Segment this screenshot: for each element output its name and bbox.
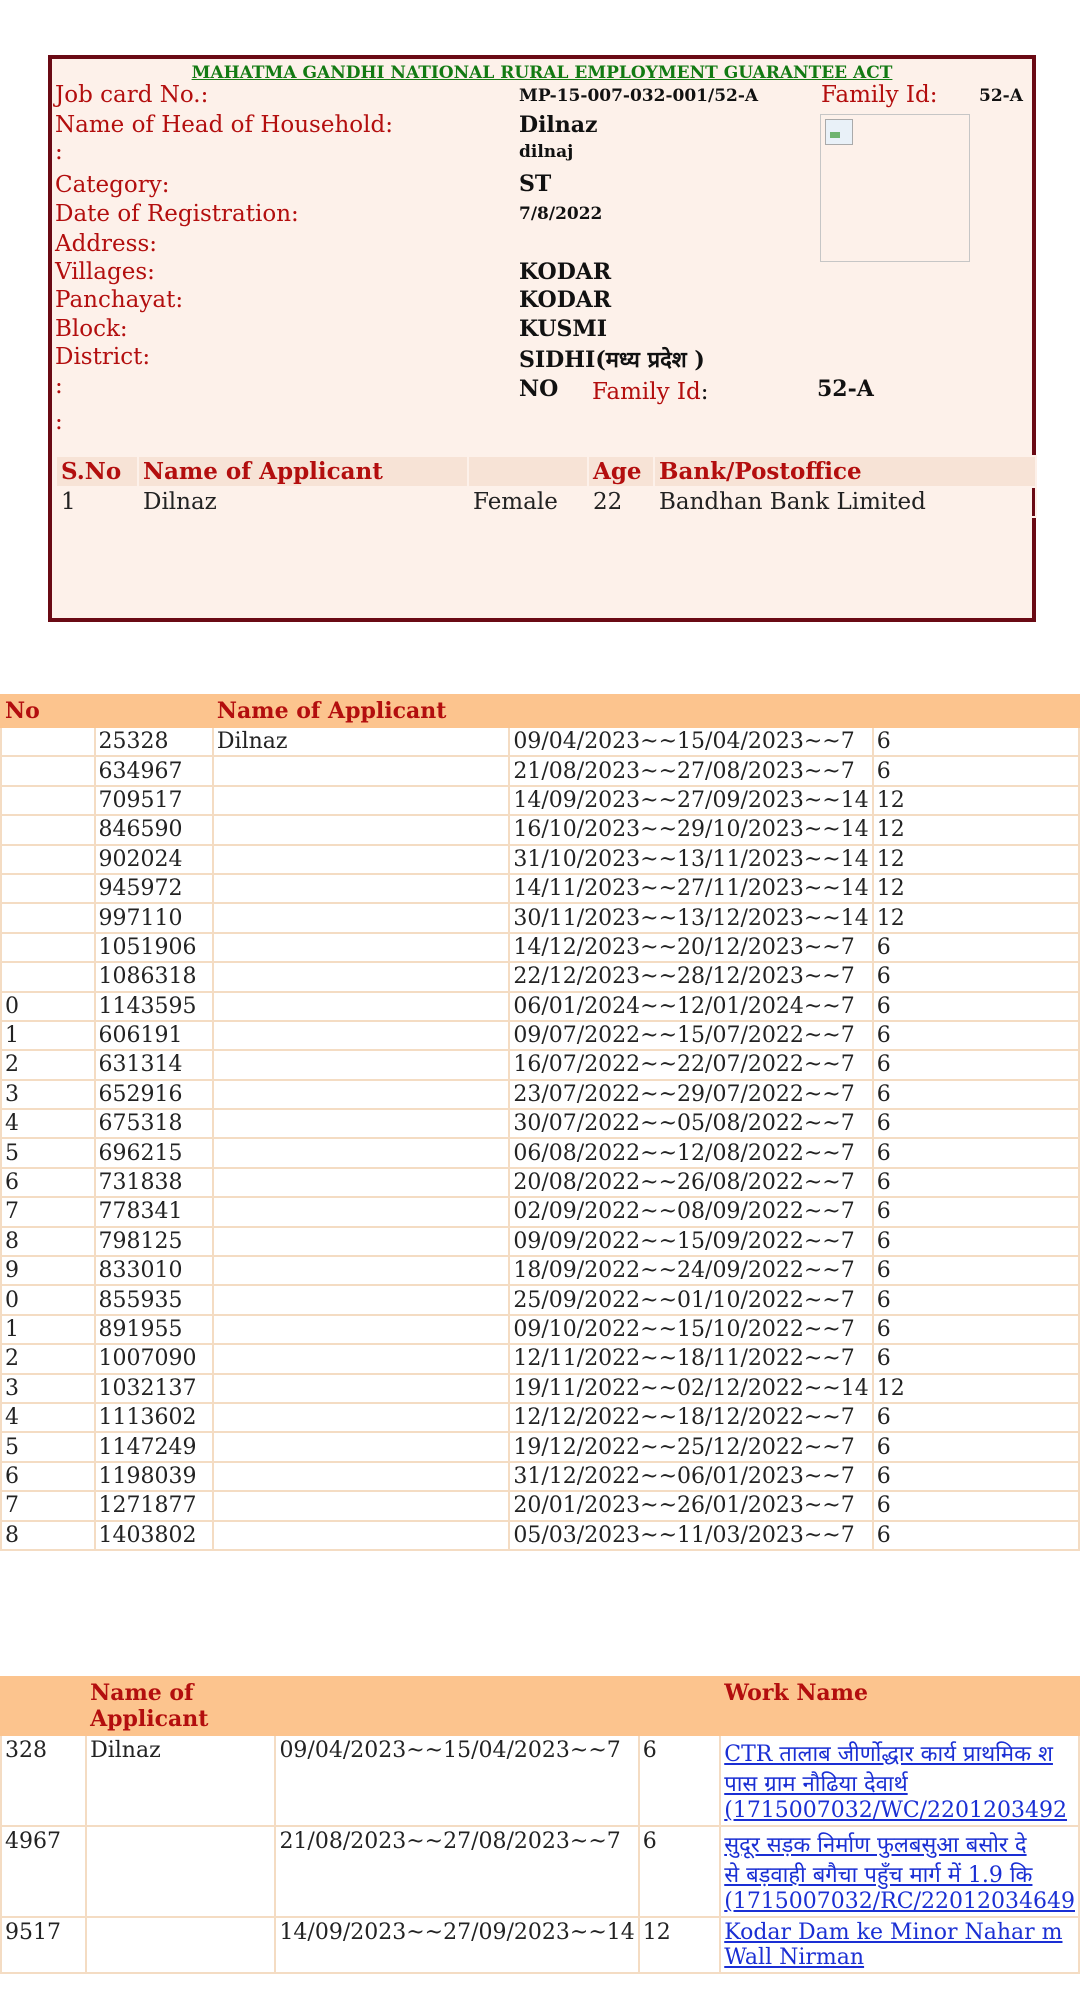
row-id: 1086318 [95,962,213,991]
row-period: 06/08/2022~~12/08/2022~~7 [509,1138,872,1167]
table-row [1,1735,1079,1826]
row-no: 0 [1,992,95,1021]
row-applicant [213,1403,509,1432]
row-days: 6 [873,1197,1079,1226]
table-row [1,1080,1079,1109]
row-applicant [213,1227,509,1256]
row-applicant [213,786,509,815]
panchayat-label: Panchayat: [55,287,184,313]
row-id: 1143595 [95,992,213,1021]
row-applicant [213,845,509,874]
table-row [1,756,1079,785]
row-applicant [86,1826,275,1917]
row-days: 6 [873,1403,1079,1432]
row-no: 7 [1,1197,95,1226]
row-applicant [213,1021,509,1050]
row-no [1,756,95,785]
row-no: 2 [1,1344,95,1373]
row-days: 6 [873,1344,1079,1373]
row-no: 4 [1,1403,95,1432]
row-period: 12/12/2022~~18/12/2022~~7 [509,1403,872,1432]
head-of-household-alt: dilnaj [519,142,574,162]
col-bank: Bank/Postoffice [654,456,1036,487]
applicants-header-row [56,456,1036,487]
col-age: Age [588,456,654,487]
row-applicant [213,1080,509,1109]
row-applicant [213,1138,509,1167]
table-row [1,1138,1079,1167]
row-days: 6 [873,992,1079,1021]
colon3-label: : [55,409,63,435]
table-row [1,727,1079,756]
row-period: 16/07/2022~~22/07/2022~~7 [509,1050,872,1079]
row-id: 833010 [95,1256,213,1285]
row-period: 16/10/2023~~29/10/2023~~14 [509,815,872,844]
row-period: 05/03/2023~~11/03/2023~~7 [509,1521,872,1550]
applicant-name: Dilnaz [138,487,468,517]
row-days: 12 [873,903,1079,932]
applicant-row [56,487,1036,517]
table-row [1,1344,1079,1373]
row-no [1,874,95,903]
row-id: 652916 [95,1080,213,1109]
row-no: 5 [1,1432,95,1461]
row-days: 12 [873,874,1079,903]
table-row [1,1168,1079,1197]
row-no: 7 [1,1491,95,1520]
row-id: 945972 [95,874,213,903]
table-row [1,1227,1079,1256]
registration-date-value: 7/8/2022 [519,204,603,224]
row-id: 1113602 [95,1403,213,1432]
work-name-link[interactable]: Wall Nirman [724,1945,865,1970]
row-period: 19/12/2022~~25/12/2022~~7 [509,1432,872,1461]
row-days: 6 [639,1735,720,1826]
villages-value: KODAR [519,259,612,285]
row-period: 30/11/2023~~13/12/2023~~14 [509,903,872,932]
row-id: 997110 [95,903,213,932]
head-of-household-value: Dilnaz [519,112,598,138]
row-days: 6 [873,1168,1079,1197]
row-id: 1051906 [95,933,213,962]
row-work-name [720,1826,1079,1917]
head-of-household-label: Name of Head of Household: [55,112,393,138]
row-days: 6 [873,1227,1079,1256]
row-id: 9517 [1,1917,86,1973]
table-row [1,1315,1079,1344]
row-period: 22/12/2023~~28/12/2023~~7 [509,962,872,991]
work-name-link[interactable]: CTR तालाब जीर्णोद्धार कार्य प्राथमिक श [724,1742,1053,1767]
table-row [1,962,1079,991]
row-days: 6 [873,1491,1079,1520]
colon-label: : [55,139,63,165]
row-work-name [720,1735,1079,1826]
row-days: 12 [873,815,1079,844]
table-row [1,1462,1079,1491]
table-row [1,874,1079,903]
row-applicant [213,1462,509,1491]
row-applicant [213,1491,509,1520]
address-label: Address: [55,231,158,257]
row-id: 1271877 [95,1491,213,1520]
row-id: 1198039 [95,1462,213,1491]
col-id [1,1677,86,1735]
row-applicant [213,1109,509,1138]
row-period: 09/09/2022~~15/09/2022~~7 [509,1227,872,1256]
family-id2-label: Family Id: [592,379,709,405]
row-no: 6 [1,1462,95,1491]
row-period: 14/09/2023~~27/09/2023~~14 [275,1917,638,1973]
work-name-link[interactable]: (1715007032/RC/22012034649 [724,1889,1075,1914]
row-period: 18/09/2022~~24/09/2022~~7 [509,1256,872,1285]
row-id: 675318 [95,1109,213,1138]
row-no: 5 [1,1138,95,1167]
table-row [1,1256,1079,1285]
row-id: 606191 [95,1021,213,1050]
row-applicant [213,756,509,785]
col-gender [468,456,588,487]
table-row [1,1917,1079,1973]
block-label: Block: [55,316,128,342]
table-row [1,992,1079,1021]
row-no: 3 [1,1374,95,1403]
row-applicant: Dilnaz [213,727,509,756]
row-no [1,903,95,932]
row-applicant [213,1315,509,1344]
row-period: 30/07/2022~~05/08/2022~~7 [509,1109,872,1138]
row-applicant [213,1344,509,1373]
job-card-label: Job card No.: [55,82,209,108]
row-no: 6 [1,1168,95,1197]
row-period: 20/08/2022~~26/08/2022~~7 [509,1168,872,1197]
row-days: 12 [873,1374,1079,1403]
row-period: 02/09/2022~~08/09/2022~~7 [509,1197,872,1226]
row-days: 6 [873,1432,1079,1461]
work-name-link[interactable]: से बड़वाही बगैचा पहुँच मार्ग में 1.9 कि [724,1863,1033,1888]
row-no [1,786,95,815]
table-row [1,845,1079,874]
row-applicant [213,1050,509,1079]
applicant-age: 22 [588,487,654,517]
row-days: 12 [639,1917,720,1973]
table-row [1,1197,1079,1226]
row-period: 09/04/2023~~15/04/2023~~7 [275,1735,638,1826]
category-label: Category: [55,172,170,198]
row-days: 6 [873,1080,1079,1109]
no-value: NO [519,376,559,402]
table-row [1,1021,1079,1050]
col-applicant: Name of Applicant [86,1677,275,1735]
row-days: 6 [873,727,1079,756]
col-applicant: Name of Applicant [213,695,509,727]
col-period [275,1677,638,1735]
job-card [48,55,1036,622]
row-applicant [213,1374,509,1403]
col-period [509,695,872,727]
registration-date-label: Date of Registration: [55,201,299,227]
colon2-label: : [55,373,63,399]
row-period: 14/09/2023~~27/09/2023~~14 [509,786,872,815]
row-period: 20/01/2023~~26/01/2023~~7 [509,1491,872,1520]
works-table [0,1676,1080,1974]
row-days: 6 [873,1521,1079,1550]
table-row [1,1109,1079,1138]
category-value: ST [519,171,552,197]
row-id: 891955 [95,1315,213,1344]
row-applicant [213,1256,509,1285]
row-id: 25328 [95,727,213,756]
family-id-value: 52-A [979,86,1023,106]
row-work-name [720,1917,1079,1973]
row-id: 731838 [95,1168,213,1197]
block-value: KUSMI [519,316,608,342]
job-card-value: MP-15-007-032-001/52-A [519,86,759,106]
row-days: 6 [873,1285,1079,1314]
col-id [95,695,213,727]
row-period: 14/11/2023~~27/11/2023~~14 [509,874,872,903]
col-days [873,695,1079,727]
district-value: SIDHI(मध्य प्रदेश ) [519,347,705,373]
row-days: 6 [873,756,1079,785]
row-period: 31/12/2022~~06/01/2023~~7 [509,1462,872,1491]
row-period: 25/09/2022~~01/10/2022~~7 [509,1285,872,1314]
row-applicant [213,815,509,844]
row-no [1,815,95,844]
row-no: 8 [1,1227,95,1256]
row-days: 6 [639,1826,720,1917]
row-period: 09/10/2022~~15/10/2022~~7 [509,1315,872,1344]
row-id: 778341 [95,1197,213,1226]
works-header [1,1677,1079,1735]
table-row [1,1826,1079,1917]
row-days: 6 [873,933,1079,962]
row-id: 902024 [95,845,213,874]
row-applicant [86,1917,275,1973]
row-period: 21/08/2023~~27/08/2023~~7 [275,1826,638,1917]
row-no: 9 [1,1256,95,1285]
work-name-link[interactable]: सुदूर सड़क निर्माण फुलबसुआ बसोर दे [724,1833,1027,1858]
work-demand-table [0,694,1080,1551]
row-no: 4 [1,1109,95,1138]
district-label: District: [55,344,151,370]
row-days: 12 [873,786,1079,815]
row-id: 631314 [95,1050,213,1079]
row-no [1,933,95,962]
row-days: 6 [873,1256,1079,1285]
row-id: 4967 [1,1826,86,1917]
table-row [1,1521,1079,1550]
row-applicant [213,1285,509,1314]
row-days: 6 [873,1021,1079,1050]
row-id: 846590 [95,815,213,844]
row-period: 23/07/2022~~29/07/2022~~7 [509,1080,872,1109]
table-row [1,1432,1079,1461]
row-no [1,727,95,756]
row-id: 855935 [95,1285,213,1314]
row-period: 14/12/2023~~20/12/2023~~7 [509,933,872,962]
applicant-gender: Female [468,487,588,517]
col-sno: S.No [56,456,138,487]
row-applicant [213,962,509,991]
col-days [639,1677,720,1735]
row-no: 1 [1,1315,95,1344]
panchayat-value: KODAR [519,287,612,313]
table-row [1,903,1079,932]
row-days: 6 [873,1315,1079,1344]
applicant-bank: Bandhan Bank Limited [654,487,1036,517]
row-id: 328 [1,1735,86,1826]
table-row [1,786,1079,815]
family-id2-value: 52-A [817,376,874,402]
row-period: 09/07/2022~~15/07/2022~~7 [509,1021,872,1050]
row-no [1,845,95,874]
row-applicant [213,903,509,932]
row-period: 12/11/2022~~18/11/2022~~7 [509,1344,872,1373]
row-days: 12 [873,845,1079,874]
row-no: 2 [1,1050,95,1079]
row-no: 1 [1,1021,95,1050]
col-name: Name of Applicant [138,456,468,487]
row-period: 21/08/2023~~27/08/2023~~7 [509,756,872,785]
row-days: 6 [873,1462,1079,1491]
row-applicant [213,1521,509,1550]
work-name-link[interactable]: Kodar Dam ke Minor Nahar m [724,1920,1063,1945]
row-applicant [213,992,509,1021]
applicants-table [55,455,1037,518]
table-row [1,1374,1079,1403]
row-applicant [213,1432,509,1461]
row-period: 31/10/2023~~13/11/2023~~14 [509,845,872,874]
work-name-link[interactable]: पास ग्राम नौढिया देवार्थ [724,1772,908,1797]
table-row [1,815,1079,844]
col-work-name: Work Name [720,1677,1079,1735]
row-no: 8 [1,1521,95,1550]
row-id: 1403802 [95,1521,213,1550]
table-row [1,933,1079,962]
row-id: 634967 [95,756,213,785]
work-name-link[interactable]: (1715007032/WC/2201203492 [724,1798,1068,1823]
work-demand-header [1,695,1079,727]
row-id: 1147249 [95,1432,213,1461]
row-id: 709517 [95,786,213,815]
row-id: 696215 [95,1138,213,1167]
household-photo [820,114,970,262]
table-row [1,1050,1079,1079]
row-applicant [213,874,509,903]
col-no: No [1,695,95,727]
row-id: 1007090 [95,1344,213,1373]
row-no: 3 [1,1080,95,1109]
row-id: 798125 [95,1227,213,1256]
row-days: 6 [873,1109,1079,1138]
row-period: 09/04/2023~~15/04/2023~~7 [509,727,872,756]
row-no [1,962,95,991]
row-applicant [213,933,509,962]
row-applicant [213,1168,509,1197]
row-id: 1032137 [95,1374,213,1403]
table-row [1,1285,1079,1314]
table-row [1,1403,1079,1432]
act-title: MAHATMA GANDHI NATIONAL RURAL EMPLOYMENT GUARANTEE ACT [191,63,893,83]
row-days: 6 [873,1138,1079,1167]
row-period: 19/11/2022~~02/12/2022~~14 [509,1374,872,1403]
family-id-label: Family Id: [821,82,938,108]
table-row [1,1491,1079,1520]
applicant-sno: 1 [56,487,138,517]
row-applicant: Dilnaz [86,1735,275,1826]
row-period: 06/01/2024~~12/01/2024~~7 [509,992,872,1021]
broken-image-icon [825,119,853,145]
row-days: 6 [873,1050,1079,1079]
villages-label: Villages: [55,259,155,285]
row-days: 6 [873,962,1079,991]
row-no: 0 [1,1285,95,1314]
row-applicant [213,1197,509,1226]
